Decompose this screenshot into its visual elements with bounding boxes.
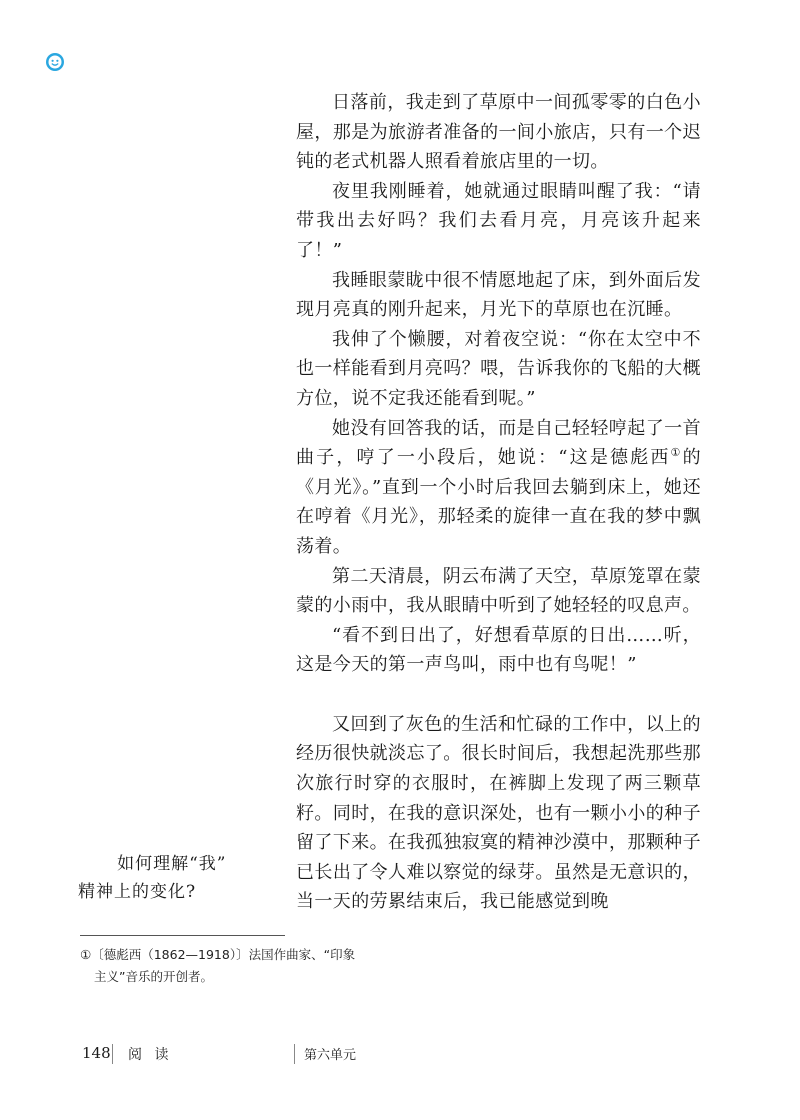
paragraph-text-after: 的《月光》。”直到一个小时后我回去躺到床上，她还在哼着《月光》，那轻柔的旋律一直在我的梦中飘荡着。 [296,447,701,557]
paragraph: “看不到日出了，好想看草原的日出……听，这是今天的第一声鸟叫，雨中也有鸟呢！” [296,624,701,676]
paragraph: 我睡眼蒙眬中很不情愿地起了床，到外面后发现月亮真的刚升起来，月光下的草原也在沉睡。 [296,269,701,321]
margin-question [78,850,278,906]
footer-divider [112,1044,113,1064]
footer-divider [294,1044,295,1064]
paragraph: 日落前，我走到了草原中一间孤零零的白色小屋，那是为旅游者准备的一间小旅店，只有一个迟钝的老式机器人照看着旅店里的一切。 [296,92,701,173]
paragraph: 第二天清晨，阴云布满了天空，草原笼罩在蒙蒙的小雨中，我从眼睛中听到了她轻轻的叹息声。 [296,565,701,617]
footnote-line-1: 〔德彪西（1862—1918）〕法国作曲家、“印象 [91,947,356,962]
margin-question-line-1: 如何理解“我” [117,854,227,874]
paragraph: 夜里我刚睡着，她就通过眼睛叫醒了我：“请带我出去好吗？我们去看月亮，月亮该升起来了！” [296,180,701,261]
smiley-face-icon [45,52,65,72]
footnote-divider [80,935,285,936]
page-number: 148 [82,1044,111,1062]
paragraph-with-footnote-ref [296,414,701,562]
footnote-ref-marker[interactable]: ① [670,446,683,460]
paragraph: 又回到了灰色的生活和忙碌的工作中，以上的经历很快就淡忘了。很长时间后，我想起洗那些那次旅行时穿的衣服时，在裤脚上发现了两三颗草籽。同时，在我的意识深处，也有一颗小小的种子留了下来。在我孤独寂寞的精神沙漠中，那颗种子已长出了令人难以察觉的绿芽。虽然是无意识的，当一天的劳累结束后，我已能感觉到晚 [296,713,701,913]
unit-name: 第六单元 [304,1048,357,1063]
page-footer [0,1040,800,1070]
section-name: 阅 读 [128,1047,173,1063]
section-gap [296,680,701,710]
paragraph-text-before: 她没有回答我的话，而是自己轻轻哼起了一首曲子，哼了一小段后，她说：“这是德彪西 [296,417,701,469]
footnote-marker: ① [80,947,92,962]
footnote [80,944,380,988]
margin-question-line-2: 精神上的变化? [78,882,197,902]
paragraph: 我伸了个懒腰，对着夜空说：“你在太空中不也一样能看到月亮吗？喂，告诉我你的飞船的大概方位，说不定我还能看到呢。” [296,328,701,409]
main-text [296,88,701,917]
footnote-line-2: 主义”音乐的开创者。 [94,969,213,984]
